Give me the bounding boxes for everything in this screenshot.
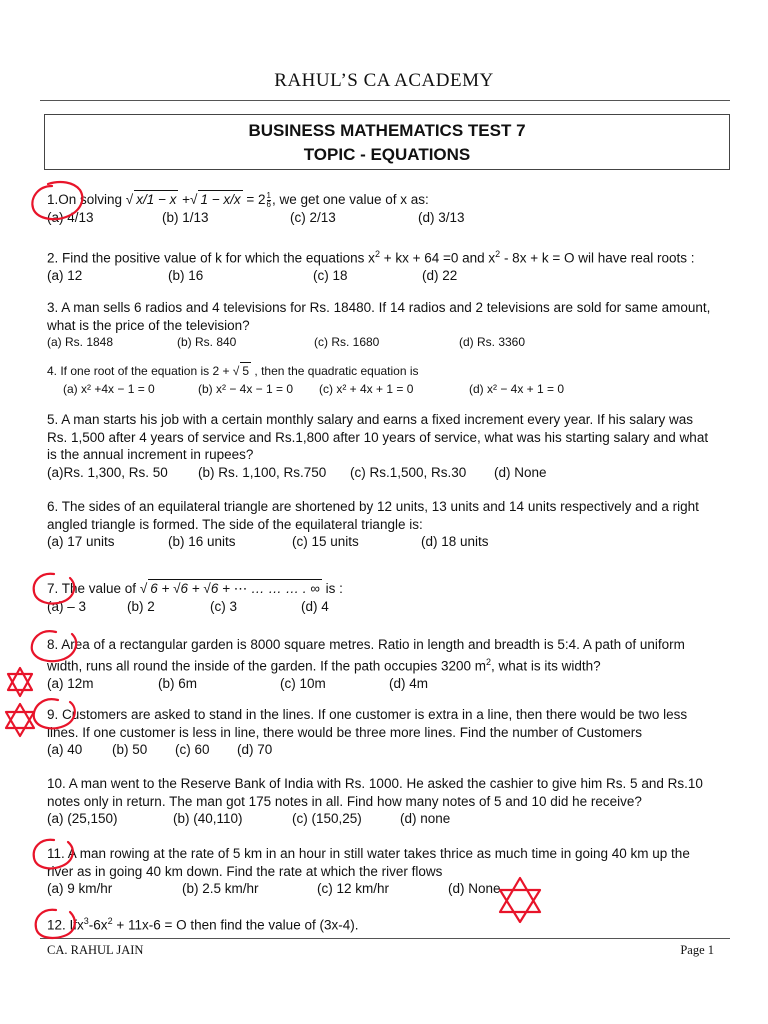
q2-text-c: - 8x + k = O wil have real roots : — [500, 250, 695, 266]
q11-line-1: 11. A man rowing at the rate of 5 km in an hour in still water takes thrice as much time in going 40 km up the — [47, 846, 690, 861]
q6-option-c: (c) 15 units — [292, 534, 359, 549]
question-7 — [47, 579, 727, 616]
q6-option-d: (d) 18 units — [421, 534, 489, 549]
q5-option-a: (a)Rs. 1,300, Rs. 50 — [47, 464, 168, 480]
q11-option-a: (a) 9 km/hr — [47, 881, 113, 896]
q1-option-d: (d) 3/13 — [418, 209, 465, 225]
q12-sup-2: 2 — [107, 916, 113, 926]
question-6 — [47, 498, 727, 551]
q12-sup-1: 3 — [83, 916, 89, 926]
q7-text-end: is : — [321, 581, 343, 596]
footer-divider — [40, 938, 730, 939]
header-divider — [40, 100, 730, 101]
q1-fraction-den: 6 — [266, 199, 271, 209]
q5-options — [47, 464, 727, 482]
q2-sup-1: 2 — [374, 249, 380, 259]
footer-page-number: Page 1 — [680, 943, 714, 957]
q2-text-a: 2. Find the positive value of k for which the equations x — [47, 250, 375, 266]
question-10 — [47, 775, 727, 828]
q8-sup: 2 — [486, 656, 492, 667]
q4-options — [47, 381, 727, 399]
question-3 — [47, 299, 727, 352]
q9-option-a: (a) 40 — [47, 742, 83, 757]
q5-option-d: (d) None — [494, 464, 547, 480]
q12-text-c: + 11x-6 = O then find the value of (3x-4). — [112, 917, 359, 933]
q6-option-b: (b) 16 units — [168, 534, 236, 549]
q6-option-a: (a) 17 units — [47, 534, 115, 549]
q8-line-1: 8. Area of a rectangular garden is 8000 square metres. Ratio in length and breadth is 5:4. A path of uniform — [47, 637, 685, 652]
q4-option-b: (b) x² − 4x − 1 = 0 — [198, 381, 294, 396]
q11-line-2: river as in going 40 km down. Find the rate at which the river flows — [47, 863, 443, 879]
q7-radical: √ 6 + √6 + √6 + ⋯ … … … . ∞ — [139, 581, 320, 596]
q3-options — [47, 334, 727, 352]
q9-option-d: (d) 70 — [237, 742, 273, 757]
q2-option-d: (d) 22 — [422, 268, 458, 283]
q2-option-a: (a) 12 — [47, 268, 83, 283]
question-4 — [47, 362, 727, 399]
academy-header: RAHUL’S CA ACADEMY — [274, 70, 494, 91]
q5-option-b: (b) Rs. 1,100, Rs.750 — [198, 464, 327, 480]
q4-radical: √ 5 — [233, 364, 251, 378]
q1-radicand-2: 1 − x/x — [200, 192, 241, 207]
q11-options — [47, 880, 727, 898]
q3-option-b: (b) Rs. 840 — [177, 335, 237, 349]
q10-line-2: notes only in return. The man got 175 notes in all. Find how many notes of 5 and 10 did he receive? — [47, 793, 642, 809]
q1-fraction — [267, 192, 271, 209]
question-11 — [47, 845, 727, 898]
question-2 — [47, 246, 727, 285]
q5-line-2: Rs. 1,500 after 4 years of service and Rs.1,800 after 10 years of service, what was his starting salary and what — [47, 429, 709, 445]
q8-line-2a: width, runs all round the inside of the garden. If the path occupies 3200 m — [47, 658, 487, 673]
q9-line-1: 9. Customers are asked to stand in the lines. If one customer is extra in a line, then there would be two less — [47, 707, 688, 722]
q1-plus: + — [178, 192, 191, 207]
q10-option-d: (d) none — [400, 811, 451, 826]
q2-text-b: + kx + 64 =0 and x — [379, 250, 496, 266]
q4-text-b: , then the quadratic equation is — [251, 364, 419, 378]
q1-option-b: (b) 1/13 — [162, 209, 209, 225]
test-title: BUSINESS MATHEMATICS TEST 7 — [248, 121, 526, 140]
question-1 — [47, 190, 727, 227]
q7-option-d: (d) 4 — [301, 598, 329, 614]
footer-author: CA. RAHUL JAIN — [47, 943, 144, 957]
q9-line-2: lines. If one customer is less in line, there would be three more lines. Find the number of Customers — [47, 724, 643, 740]
q1-radicand-1: x/1 − x — [136, 192, 177, 207]
q10-options — [47, 810, 727, 828]
q3-option-a: (a) Rs. 1848 — [47, 335, 114, 349]
q1-options — [47, 209, 727, 227]
q10-option-b: (b) (40,110) — [173, 811, 243, 826]
q4-radicand: 5 — [240, 362, 251, 381]
q2-sup-2: 2 — [495, 249, 501, 259]
question-12 — [47, 913, 727, 934]
q3-line-2: what is the price of the television? — [47, 317, 250, 333]
test-topic: TOPIC - EQUATIONS — [303, 145, 471, 164]
q10-option-a: (a) (25,150) — [47, 811, 118, 826]
q6-line-1: 6. The sides of an equilateral triangle are shortened by 12 units, 13 units and 14 units respectively and a right — [47, 499, 699, 514]
q4-option-c: (c) x² + 4x + 1 = 0 — [319, 381, 414, 396]
q10-line-1: 10. A man went to the Reserve Bank of India with Rs. 1000. He asked the cashier to give him Rs. 5 and Rs.10 — [47, 776, 703, 791]
q4-option-a: (a) x² +4x − 1 = 0 — [63, 381, 155, 396]
q5-option-c: (c) Rs.1,500, Rs.30 — [350, 464, 467, 480]
q1-option-a: (a) 4/13 — [47, 209, 94, 225]
q3-option-c: (c) Rs. 1680 — [314, 335, 380, 349]
q7-radicand: 6 + √6 + √6 + ⋯ … … … . ∞ — [150, 581, 320, 596]
q8-option-d: (d) 4m — [389, 675, 429, 691]
question-9 — [47, 706, 727, 759]
q2-options — [47, 267, 727, 285]
q5-line-3: is the annual increment in rupees? — [47, 447, 254, 462]
q5-line-1: 5. A man starts his job with a certain monthly salary and earns a fixed increment every year. If his salary was — [47, 412, 694, 427]
q8-option-a: (a) 12m — [47, 675, 94, 691]
q7-option-a: (a) – 3 — [47, 598, 87, 614]
q9-option-b: (b) 50 — [112, 742, 148, 757]
q12-text-a: 12. Ifx — [47, 917, 84, 933]
q11-option-c: (c) 12 km/hr — [317, 881, 390, 896]
q1-text-end: , we get one value of x as: — [271, 192, 429, 207]
q4-option-d: (d) x² − 4x + 1 = 0 — [469, 381, 565, 396]
q1-radical-2: √ 1 − x/x — [190, 192, 241, 207]
q7-options — [47, 598, 727, 616]
q9-option-c: (c) 60 — [175, 742, 210, 757]
q8-option-c: (c) 10m — [280, 675, 326, 691]
q2-option-b: (b) 16 — [168, 268, 204, 283]
test-title-box — [44, 114, 730, 170]
q2-option-c: (c) 18 — [313, 268, 348, 283]
q7-text-start: 7. The value of — [47, 581, 140, 596]
q1-text-start: 1.On solving — [47, 192, 126, 207]
q4-text-a: 4. If one root of the equation is 2 + — [47, 364, 233, 378]
q6-line-2: angled triangle is formed. The side of the equilateral triangle is: — [47, 516, 423, 532]
q1-equals: = 2 — [242, 192, 266, 207]
q8-star-mark — [8, 668, 32, 696]
q8-line-2b: , what is its width? — [491, 658, 601, 673]
q7-option-c: (c) 3 — [210, 598, 237, 614]
q1-option-c: (c) 2/13 — [290, 209, 336, 225]
q11-option-b: (b) 2.5 km/hr — [182, 881, 259, 896]
q6-options — [47, 533, 727, 551]
q8-option-b: (b) 6m — [158, 675, 198, 691]
q1-fraction-num: 1 — [266, 190, 271, 200]
q8-options — [47, 675, 727, 693]
question-8 — [47, 636, 727, 693]
q9-star-mark — [6, 704, 34, 736]
q1-radical-1: √ x/1 − x — [125, 192, 177, 207]
q3-line-1: 3. A man sells 6 radios and 4 televisions for Rs. 18480. If 14 radios and 2 televisions are sold for same amount, — [47, 300, 711, 315]
q10-option-c: (c) (150,25) — [292, 811, 362, 826]
q9-options — [47, 741, 727, 759]
q7-option-b: (b) 2 — [127, 598, 155, 614]
q11-option-d: (d) None — [448, 881, 501, 896]
q3-option-d: (d) Rs. 3360 — [459, 335, 526, 349]
question-5 — [47, 411, 727, 482]
q12-text-b: -6x — [88, 917, 108, 933]
